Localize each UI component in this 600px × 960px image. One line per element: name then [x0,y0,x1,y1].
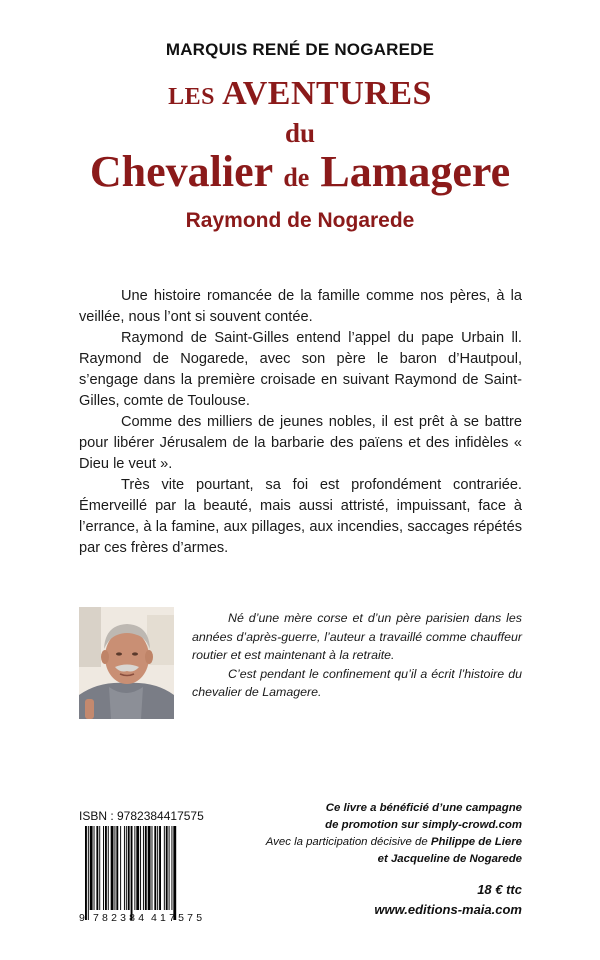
book-title [0,74,600,235]
synopsis [79,286,522,559]
barcode-bar [103,826,104,910]
title-de: de [283,163,310,192]
author-name: MARQUIS RENÉ DE NOGAREDE [165,40,435,59]
barcode-bar [171,826,172,910]
promo-contributor: Philippe de Liere [430,836,522,848]
promo-line: Ce livre a bénéficié d’une campagne [325,802,522,814]
barcode-bar [114,826,115,910]
barcode-bar [154,826,156,910]
synopsis-paragraph: Une histoire romancée de la famille comme nos pères, à la veillée, nous l’ont si souvent contée. [79,288,522,325]
barcode-bar [108,826,109,910]
title-lamagere: Lamagere [320,147,511,196]
title-line-3 [0,147,600,203]
publisher-website: www.editions-maia.com [374,902,522,917]
bio-paragraph: Né d’une mère corse et d’un père parisien dans les années d’après-guerre, l’auteur a travaillé comme chauffeur routier et est maintenant à la retraite. [192,611,522,662]
barcode-bar [116,826,118,910]
barcode-bar [85,826,87,920]
barcode-bar [99,826,100,910]
barcode-bar [164,826,165,910]
barcode-bar [148,826,151,910]
barcode-digits-left: 782384 [93,912,148,924]
title-chevalier: Chevalier [89,147,273,196]
barcode-bar [157,826,158,910]
barcode-bar [128,826,130,910]
barcode-bar [152,826,153,910]
barcode-bar [105,826,107,910]
author-photo [79,607,174,719]
barcode-bar [136,826,139,910]
price: 18 € ttc [477,882,522,897]
barcode-bar [111,826,114,910]
barcode-bar [90,826,93,910]
barcode-digits-right: 417575 [151,912,206,924]
promo-line: et Jacqueline de Nogarede [377,853,522,865]
barcode-bar [96,826,98,910]
barcode-bar [94,826,95,910]
barcode-bar [140,826,141,910]
barcode-bar [131,826,133,920]
synopsis-paragraph: Raymond de Saint-Gilles entend l’appel du pape Urbain ll. Raymond de Nogarede, avec son père le baron d’Hautpoul, s’engage dans la première croisade en suivant Raymond de Saint-Gilles, comte de Toulouse. [79,330,522,409]
barcode-bar [126,826,127,910]
book-subtitle: Raymond de Nogarede [185,209,415,232]
promo-prefix: Avec la participation décisive de [265,836,428,848]
author-bio [192,609,522,702]
barcode-bar [143,826,144,910]
barcode-bar [173,826,176,920]
promotion-notice [250,800,522,868]
barcode-bar [88,826,89,920]
promo-line: de promotion sur simply-crowd.com [325,819,522,831]
title-line-1 [0,74,600,117]
isbn-label: ISBN : 9782384417575 [79,809,204,823]
barcode-bar [159,826,161,910]
title-les: LES [168,84,215,110]
barcode-bar [134,826,135,910]
synopsis-paragraph: Très vite pourtant, sa foi est profondément contrariée. Émerveillé par la beauté, mais aussi attristé, impuissant, face à l’errance, à la famine, aux pillages, aux incendies, saccages répétés par ces frères d’armes. [79,477,522,556]
barcode-bar [124,826,125,910]
barcode-digit-first: 9 [79,912,85,924]
promo-line [250,834,522,851]
barcode-bar [166,826,168,910]
title-du: du [284,118,316,148]
synopsis-paragraph: Comme des milliers de jeunes nobles, il est prêt à se battre pour libérer Jérusalem de la barbarie des païens et des infidèles « Dieu le veut ». [79,414,522,472]
barcode-bar [120,826,121,910]
barcode-bar [145,826,147,910]
barcode-bar [169,826,170,910]
bio-paragraph: C’est pendant le confinement qu’il a écrit l’histoire du chevalier de Lamagere. [192,666,522,699]
author-portrait-illustration [79,607,174,719]
title-aventures: AVENTURES [222,75,432,112]
